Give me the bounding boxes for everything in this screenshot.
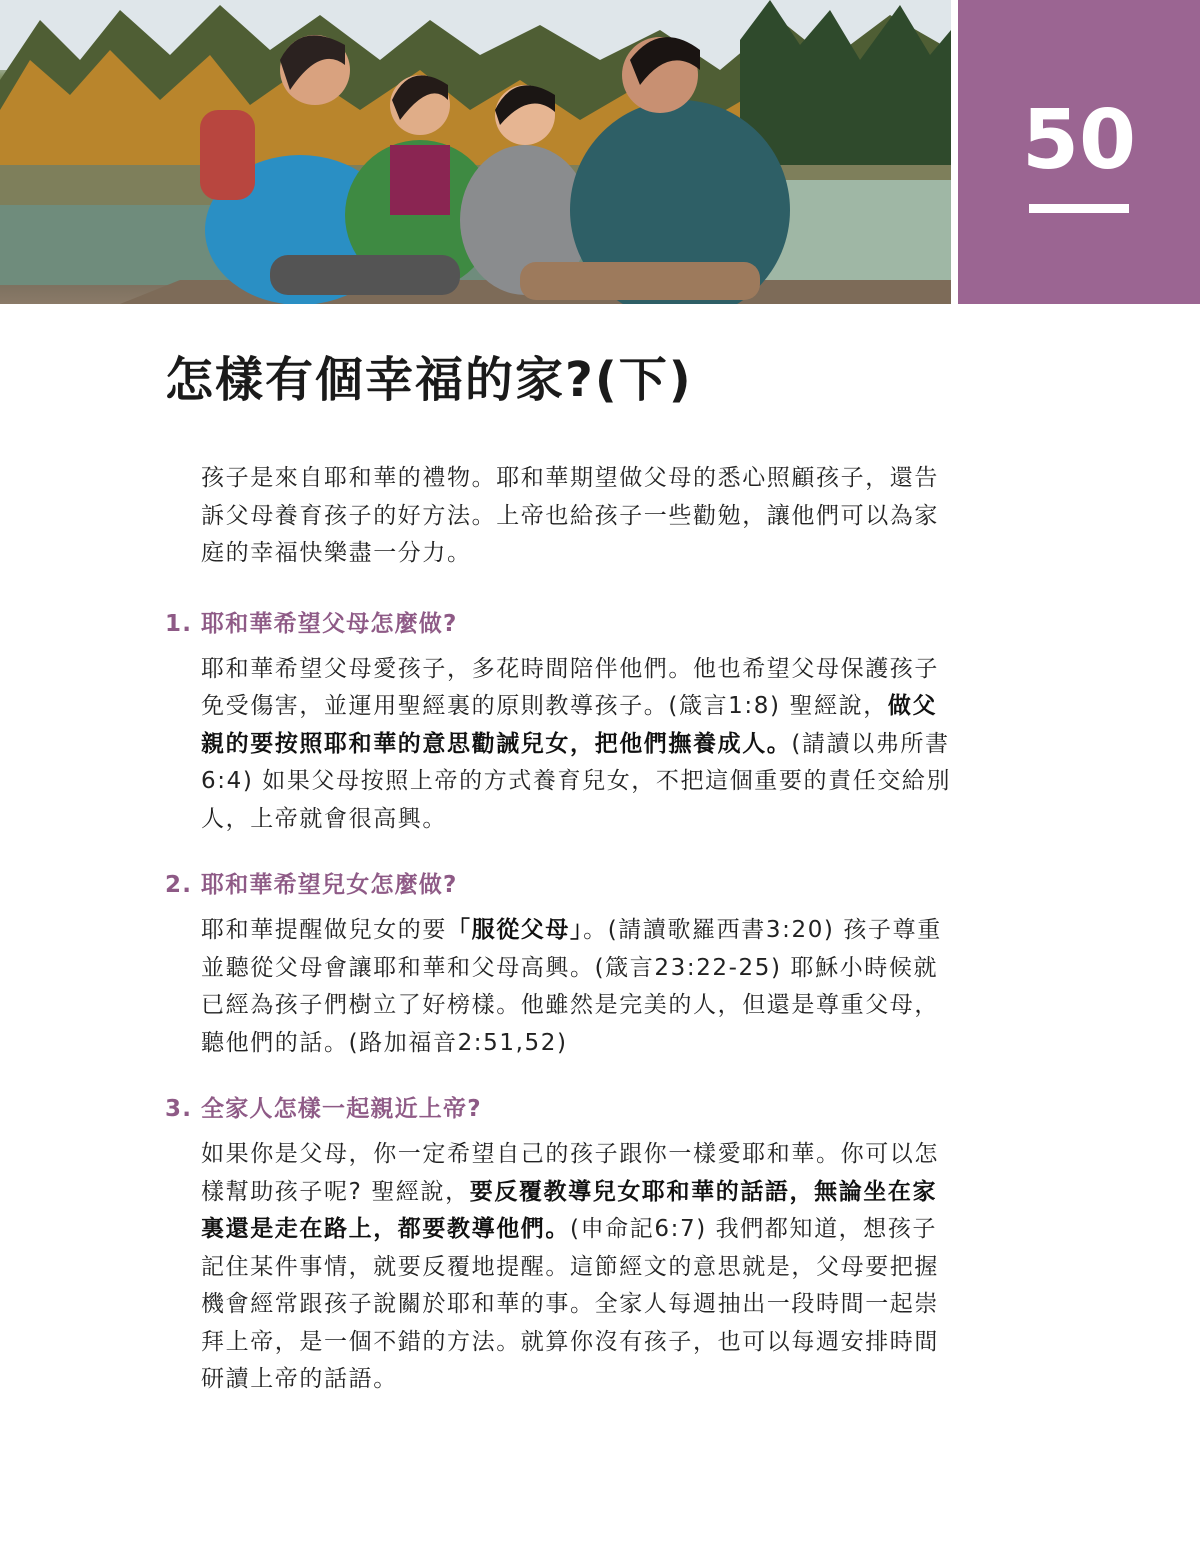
section-body xyxy=(201,651,955,839)
lesson-number-underline xyxy=(1029,204,1129,213)
section-number: 3. xyxy=(165,1096,193,1122)
question-text: 全家人怎樣一起親近上帝? xyxy=(201,1096,482,1122)
body-text: (請讀以弗所書6:4) 如果父母按照上帝的方式養育兒女，不把這個重要的責任交給別人，上帝就會很高興。 xyxy=(201,730,952,832)
body-text: 耶和華希望父母愛孩子，多花時間陪伴他們。他也希望父母保護孩子免受傷害，並運用聖經裏的原則教導孩子。(箴言1:8) 聖經說， xyxy=(201,655,939,719)
section-1 xyxy=(165,607,955,839)
question-text: 耶和華希望兒女怎麼做? xyxy=(201,872,458,898)
section-question xyxy=(165,607,955,641)
lesson-content xyxy=(165,460,955,1429)
page-title: 怎樣有個幸福的家?(下) xyxy=(165,352,693,408)
section-number: 2. xyxy=(165,872,193,898)
scripture-quote: 做父親的要按照耶和華的意思勸誡兒女，把他們撫養成人。 xyxy=(201,693,938,757)
section-question xyxy=(165,1092,955,1126)
section-number: 1. xyxy=(165,610,193,637)
question-text: 耶和華希望父母怎麼做? xyxy=(201,610,458,637)
lesson-number: 50 xyxy=(1021,93,1137,188)
section-2 xyxy=(165,868,955,1062)
section-body xyxy=(201,912,955,1062)
lesson-number-box xyxy=(958,0,1200,304)
body-text: 耶和華提醒做兒女的要 xyxy=(201,917,447,943)
section-body xyxy=(201,1136,955,1399)
photo-illustration xyxy=(0,0,951,304)
section-3 xyxy=(165,1092,955,1399)
body-text: (申命記6:7) 我們都知道，想孩子記住某件事情，就要反覆地提醒。這節經文的意思就是，父母要把握機會經常跟孩子說關於耶和華的事。全家人每週抽出一段時間一起崇拜上帝，是一個不錯的方法。就算你沒有孩子，也可以每週安排時間研讀上帝的話語。 xyxy=(201,1216,939,1392)
header-banner xyxy=(0,0,1200,304)
section-question xyxy=(165,868,955,902)
scripture-quote: 要反覆教導兒女耶和華的話語，無論坐在家裏還是走在路上，都要教導他們。 xyxy=(201,1178,938,1242)
body-text: 如果你是父母，你一定希望自己的孩子跟你一樣愛耶和華。你可以怎樣幫助孩子呢? 聖經說， xyxy=(201,1141,939,1205)
body-text: 。(請讀歌羅西書3:20) 孩子尊重並聽從父母會讓耶和華和父母高興。(箴言23:22-25) 耶穌小時候就已經為孩子們樹立了好榜樣。他雖然是完美的人，但還是尊重父母，聽他們的話。(路加福音2:51,52) xyxy=(201,917,942,1056)
intro-paragraph: 孩子是來自耶和華的禮物。耶和華期望做父母的悉心照顧孩子，還告訴父母養育孩子的好方法。上帝也給孩子一些勸勉，讓他們可以為家庭的幸福快樂盡一分力。 xyxy=(201,465,939,566)
scripture-quote: 「服從父母」 xyxy=(447,917,584,943)
family-photo xyxy=(0,0,951,304)
